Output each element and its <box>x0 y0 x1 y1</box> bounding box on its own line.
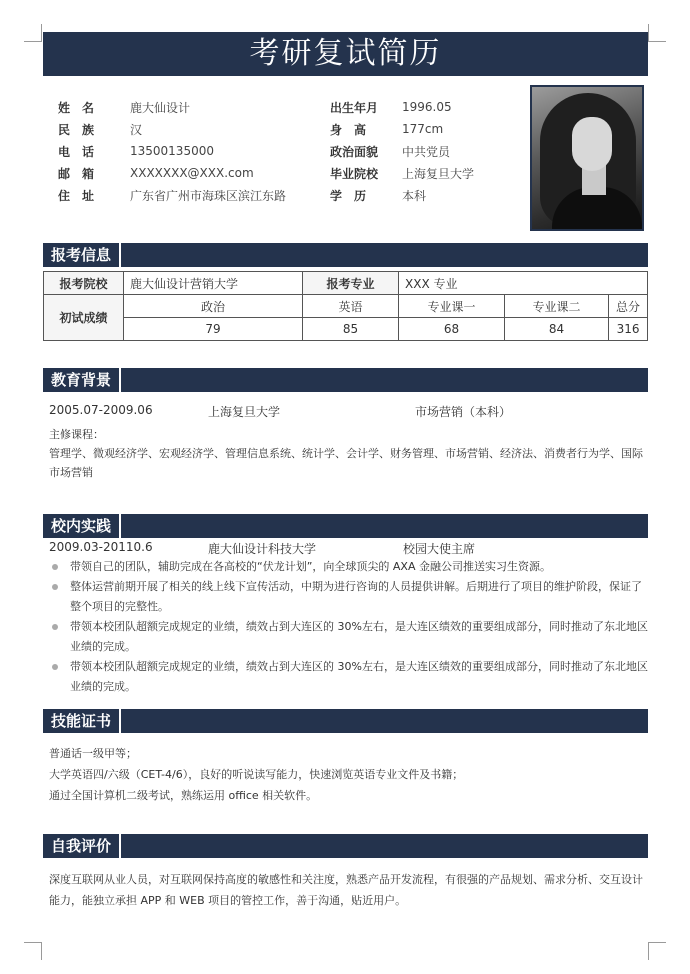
label-birth: 出生年月 <box>330 100 379 115</box>
value-phone: 13500135000 <box>130 144 214 158</box>
self-evaluation-text: 深度互联网从业人员，对互联网保持高度的敏感性和关注度，熟悉产品开发流程，有很强的产品规划、需求分析、交互设计能力，能独立承担 APP 和 WEB 项目的管控工作，善于沟通，贴近用户。 <box>49 873 643 907</box>
value-graduate-school: 上海复旦大学 <box>402 166 475 181</box>
info-row-political <box>330 140 474 162</box>
skill-line: 普通话一级甲等； <box>49 747 137 760</box>
courses-text: 管理学、微观经济学、宏观经济学、管理信息系统、统计学、会计学、财务管理、市场营销、经济法、消费者行为学、国际市场营销 <box>49 447 643 479</box>
practice-item-text: 带领自己的团队，辅助完成在各高校的“伏龙计划”，向全球顶尖的 AXA 金融公司推送实习生资源。 <box>70 560 551 573</box>
section-apply-header <box>43 243 648 267</box>
subject-header: 总分 <box>609 295 648 318</box>
crop-mark-top-left <box>24 24 42 42</box>
practice-role: 校园大使主席 <box>403 542 476 556</box>
label-phone: 电 话 <box>58 144 95 159</box>
education-major: 市场营销（本科） <box>415 405 512 419</box>
courses-label: 主修课程： <box>49 428 104 441</box>
crop-mark-top-right <box>648 24 666 42</box>
info-row-degree <box>330 184 474 206</box>
crop-mark-bottom-right <box>648 942 666 960</box>
personal-info-left <box>58 96 330 206</box>
info-row-name <box>58 96 330 118</box>
section-skills-title: 技能证书 <box>43 709 121 733</box>
education-line <box>49 403 649 421</box>
info-row-phone <box>58 140 330 162</box>
info-row-ethnicity <box>58 118 330 140</box>
label-name: 姓 名 <box>58 100 95 115</box>
subject-header: 专业课一 <box>399 295 505 318</box>
list-item <box>50 657 650 697</box>
value-height: 177cm <box>402 122 444 136</box>
value-address: 广东省广州市海珠区滨江东路 <box>130 188 287 203</box>
apply-school-value: 鹿大仙设计营销大学 <box>124 272 303 295</box>
profile-photo <box>530 85 644 231</box>
resume-title: 考研复试简历 <box>43 32 648 76</box>
label-political: 政治面貌 <box>330 144 379 159</box>
label-email: 邮 箱 <box>58 166 95 181</box>
label-height: 身 高 <box>330 122 367 137</box>
label-graduate-school: 毕业院校 <box>330 166 379 181</box>
info-row-height <box>330 118 474 140</box>
section-skills-header <box>43 709 648 733</box>
table-row <box>44 318 648 341</box>
value-birth: 1996.05 <box>402 100 452 114</box>
skill-line: 大学英语四/六级（CET-4/6），良好的听说读写能力，快速浏览英语专业文件及书籍； <box>49 768 464 781</box>
score-cell: 79 <box>124 318 303 341</box>
value-ethnicity: 汉 <box>130 122 143 137</box>
score-cell: 84 <box>505 318 609 341</box>
section-education-title: 教育背景 <box>43 368 121 392</box>
table-row <box>44 272 648 295</box>
practice-list <box>50 557 650 697</box>
education-school: 上海复旦大学 <box>208 405 281 419</box>
bullet-icon <box>52 584 58 590</box>
score-label: 初试成绩 <box>44 295 124 341</box>
score-cell: 85 <box>303 318 399 341</box>
list-item <box>50 557 650 577</box>
practice-line <box>49 540 649 558</box>
info-row-email <box>58 162 330 184</box>
value-degree: 本科 <box>402 188 427 203</box>
section-practice-title: 校内实践 <box>43 514 121 538</box>
subject-header: 专业课二 <box>505 295 609 318</box>
info-row-address <box>58 184 330 206</box>
section-education-header <box>43 368 648 392</box>
score-cell: 316 <box>609 318 648 341</box>
practice-period: 2009.03-20110.6 <box>49 540 153 554</box>
section-practice-header <box>43 514 648 538</box>
score-cell: 68 <box>399 318 505 341</box>
practice-item-text: 带领本校团队超额完成规定的业绩，绩效占到大连区的 30%左右，是大连区绩效的重要组成部分，同时推动了东北地区业绩的完成。 <box>70 660 648 693</box>
education-period: 2005.07-2009.06 <box>49 403 153 417</box>
list-item <box>50 617 650 657</box>
skills-list <box>49 743 649 806</box>
apply-table <box>43 271 648 341</box>
practice-item-text: 带领本校团队超额完成规定的业绩，绩效占到大连区的 30%左右，是大连区绩效的重要组成部分，同时推动了东北地区业绩的完成。 <box>70 620 648 653</box>
info-row-birth <box>330 96 474 118</box>
info-row-school <box>330 162 474 184</box>
value-political: 中共党员 <box>402 144 451 159</box>
value-email: XXXXXXX@XXX.com <box>130 166 254 180</box>
label-address: 住 址 <box>58 188 95 203</box>
practice-org: 鹿大仙设计科技大学 <box>208 542 317 556</box>
table-row <box>44 295 648 318</box>
section-self-header <box>43 834 648 858</box>
crop-mark-bottom-left <box>24 942 42 960</box>
section-self-title: 自我评价 <box>43 834 121 858</box>
subject-header: 政治 <box>124 295 303 318</box>
apply-major-value: XXX 专业 <box>399 272 648 295</box>
subject-header: 英语 <box>303 295 399 318</box>
practice-item-text: 整体运营前期开展了相关的线上线下宣传活动，中期为进行咨询的人员提供讲解。后期进行了项目的维护阶段，保证了整个项目的完整性。 <box>70 580 642 613</box>
list-item <box>50 577 650 617</box>
value-name: 鹿大仙设计 <box>130 100 191 115</box>
bullet-icon <box>52 564 58 570</box>
label-ethnicity: 民 族 <box>58 122 95 137</box>
bullet-icon <box>52 624 58 630</box>
apply-school-label: 报考院校 <box>44 272 124 295</box>
label-degree: 学 历 <box>330 188 367 203</box>
bullet-icon <box>52 664 58 670</box>
apply-major-label: 报考专业 <box>303 272 399 295</box>
personal-info-right <box>330 96 474 206</box>
section-apply-title: 报考信息 <box>43 243 121 267</box>
skill-line: 通过全国计算机二级考试，熟练运用 office 相关软件。 <box>49 789 318 802</box>
